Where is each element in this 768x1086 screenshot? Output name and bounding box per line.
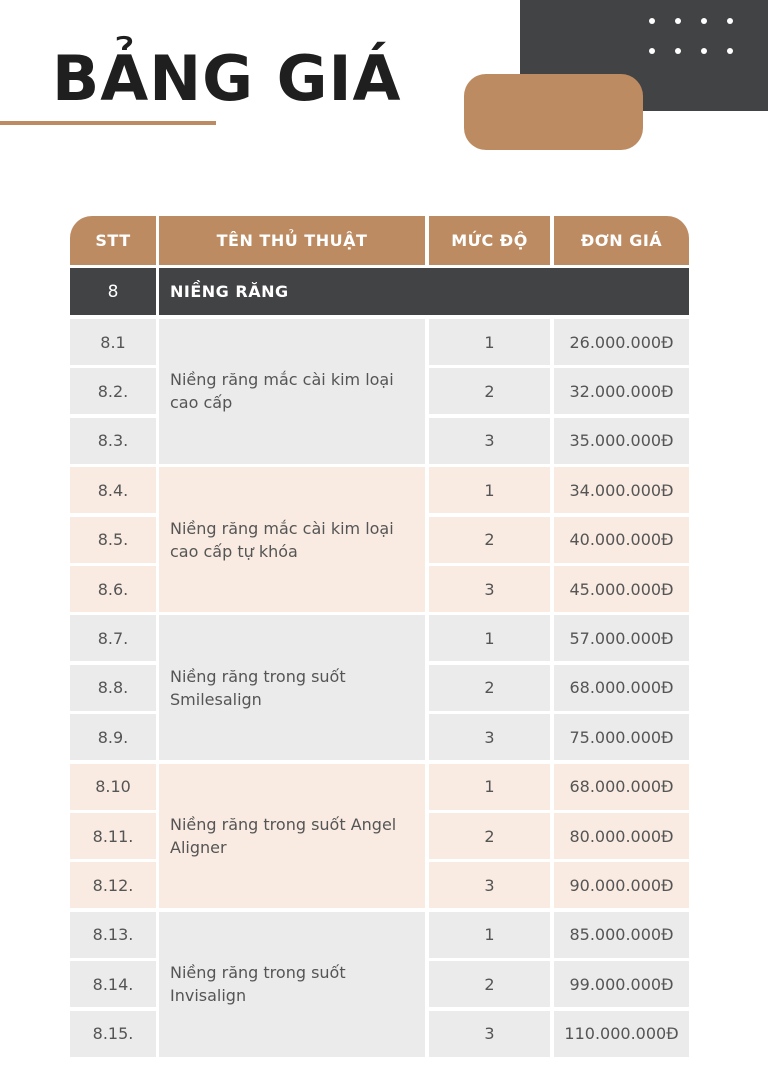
dot-icon bbox=[727, 48, 733, 54]
row-level: 3 bbox=[429, 862, 550, 908]
dot-icon bbox=[649, 48, 655, 54]
row-level: 2 bbox=[429, 961, 550, 1007]
row-price: 26.000.000Đ bbox=[554, 319, 689, 365]
row-price: 34.000.000Đ bbox=[554, 467, 689, 513]
row-level: 2 bbox=[429, 517, 550, 563]
row-level: 3 bbox=[429, 714, 550, 760]
row-price: 68.000.000Đ bbox=[554, 665, 689, 711]
row-price: 35.000.000Đ bbox=[554, 418, 689, 464]
header-stt: STT bbox=[70, 216, 156, 265]
row-level: 1 bbox=[429, 764, 550, 810]
row-price: 45.000.000Đ bbox=[554, 566, 689, 612]
dot-icon bbox=[701, 48, 707, 54]
row-level: 2 bbox=[429, 813, 550, 859]
row-level: 1 bbox=[429, 319, 550, 365]
header-level: MỨC ĐỘ bbox=[429, 216, 550, 265]
row-stt: 8.12. bbox=[70, 862, 156, 908]
dot-icon bbox=[649, 18, 655, 24]
page-title: BẢNG GIÁ bbox=[52, 42, 402, 115]
procedure-name: Niềng răng trong suốt Angel Aligner bbox=[159, 764, 425, 909]
row-price: 57.000.000Đ bbox=[554, 615, 689, 661]
row-stt: 8.5. bbox=[70, 517, 156, 563]
row-price: 80.000.000Đ bbox=[554, 813, 689, 859]
row-stt: 8.10 bbox=[70, 764, 156, 810]
price-table bbox=[70, 216, 689, 1056]
row-stt: 8.3. bbox=[70, 418, 156, 464]
title-underline bbox=[0, 121, 216, 125]
row-price: 110.000.000Đ bbox=[554, 1011, 689, 1057]
row-level: 2 bbox=[429, 368, 550, 414]
dot-icon bbox=[727, 18, 733, 24]
row-stt: 8.8. bbox=[70, 665, 156, 711]
row-stt: 8.15. bbox=[70, 1011, 156, 1057]
row-stt: 8.13. bbox=[70, 912, 156, 958]
row-level: 1 bbox=[429, 467, 550, 513]
row-stt: 8.14. bbox=[70, 961, 156, 1007]
row-price: 40.000.000Đ bbox=[554, 517, 689, 563]
decorative-pill bbox=[464, 74, 643, 150]
row-stt: 8.4. bbox=[70, 467, 156, 513]
procedure-name: Niềng răng mắc cài kim loại cao cấp bbox=[159, 319, 425, 464]
procedure-name: Niềng răng mắc cài kim loại cao cấp tự khóa bbox=[159, 467, 425, 612]
row-stt: 8.6. bbox=[70, 566, 156, 612]
row-level: 3 bbox=[429, 1011, 550, 1057]
dot-icon bbox=[701, 18, 707, 24]
section-stt: 8 bbox=[70, 268, 156, 315]
header-procedure: TÊN THỦ THUẬT bbox=[159, 216, 425, 265]
dot-icon bbox=[675, 48, 681, 54]
procedure-name: Niềng răng trong suốt Invisalign bbox=[159, 912, 425, 1057]
row-level: 2 bbox=[429, 665, 550, 711]
dot-icon bbox=[675, 18, 681, 24]
row-price: 75.000.000Đ bbox=[554, 714, 689, 760]
row-price: 99.000.000Đ bbox=[554, 961, 689, 1007]
row-level: 1 bbox=[429, 615, 550, 661]
row-stt: 8.7. bbox=[70, 615, 156, 661]
procedure-name: Niềng răng trong suốt Smilesalign bbox=[159, 615, 425, 760]
section-title: NIỀNG RĂNG bbox=[159, 268, 689, 315]
row-level: 3 bbox=[429, 566, 550, 612]
row-price: 68.000.000Đ bbox=[554, 764, 689, 810]
row-stt: 8.1 bbox=[70, 319, 156, 365]
row-price: 90.000.000Đ bbox=[554, 862, 689, 908]
row-stt: 8.9. bbox=[70, 714, 156, 760]
row-stt: 8.2. bbox=[70, 368, 156, 414]
row-level: 1 bbox=[429, 912, 550, 958]
row-level: 3 bbox=[429, 418, 550, 464]
row-price: 85.000.000Đ bbox=[554, 912, 689, 958]
row-price: 32.000.000Đ bbox=[554, 368, 689, 414]
row-stt: 8.11. bbox=[70, 813, 156, 859]
header-price: ĐƠN GIÁ bbox=[554, 216, 689, 265]
